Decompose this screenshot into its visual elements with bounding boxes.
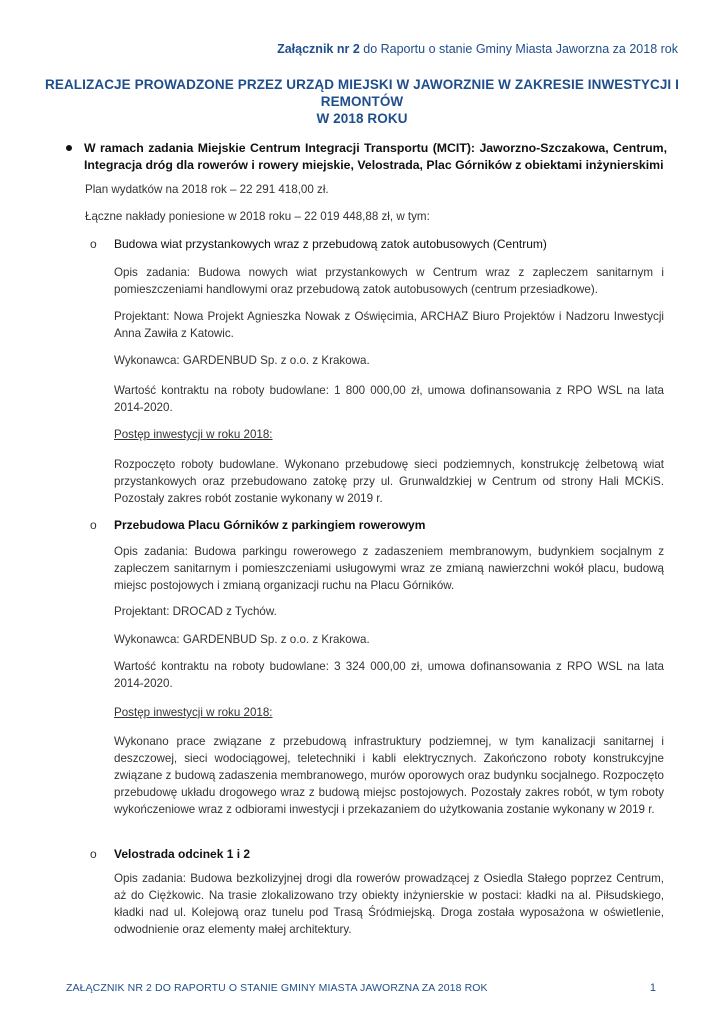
sub-bullet-marker: o [90,847,97,861]
item-progress-label: Postęp inwestycji w roku 2018: [114,428,273,441]
item-contract-value: Wartość kontraktu na roboty budowlane: 3 324 000,00 zł, umowa dofinansowania z RPO WSL na lata 2014-2020. [114,660,664,690]
sub-bullet-marker: o [90,518,97,532]
page-header [277,42,678,56]
plan-text: Plan wydatków na 2018 rok – 22 291 418,00 zł. [85,183,329,196]
item-description: Opis zadania: Budowa bezkolizyjnej drogi dla rowerów prowadzącej z Osiedla Stałego poprzez Centrum, aż do Ciężkowic. Na trasie zlokalizowano trzy obiekty inżynierskie w postaci: kładki na al. Piłsudskiego, kładki nad ul. Kolejową oraz tunelu pod Trasą Śródmiejską. Droga została wyposażona w oświetlenie, odwodnienie oraz elementy małej architektury. [114,872,664,936]
title-line-2: W 2018 ROKU [316,111,408,126]
item-contract-value: Wartość kontraktu na roboty budowlane: 1 800 000,00 zł, umowa dofinansowania z RPO WSL na lata 2014-2020. [114,384,664,414]
item-progress: Wykonano prace związane z przebudową infrastruktury podziemnej, w tym kanalizacji sanitarnej i deszczowej, sieci wodociągowej, teletechniki i kabli elektrycznych. Zakończono roboty konstrukcyjne związane z budową zadaszenia membranowego, murów oporowych oraz budynku socjalnego. Rozpoczęto przebudowę układu drogowego wraz z budową miejsc postojowych. Pozostały zakres robót, w tym roboty wykończeniowe wraz z odbiorami inwestycji i przekazaniem do użytkowania zostanie wykonany w 2019 r. [114,735,664,816]
page-footer: ZAŁĄCZNIK NR 2 DO RAPORTU O STANIE GMINY MIASTA JAWORZNA ZA 2018 ROK [66,982,488,994]
sub-bullet-marker: o [90,237,97,251]
item-contractor: Wykonawca: GARDENBUD Sp. z o.o. z Krakowa. [114,354,370,367]
main-bullet-text: W ramach zadania Miejskie Centrum Integracji Transportu (MCIT): Jaworzno-Szczakowa, Centrum, Integracja dróg dla rowerów i rowery miejskie, Velostrada, Plac Górników z obiektami inżynierskimi [84,141,667,172]
title-line-1: REALIZACJE PROWADZONE PRZEZ URZĄD MIEJSKI W JAWORZNIE W ZAKRESIE INWESTYCJI I REMONTÓW [45,77,679,109]
item-description: Opis zadania: Budowa nowych wiat przystankowych w Centrum wraz z zapleczem sanitarnym i pomieszczeniami handlowymi oraz przebudową zatok autobusowych (centrum przesiadkowe). [114,266,664,296]
bullet-dot-icon [66,145,72,151]
item-designer: Projektant: DROCAD z Tychów. [114,605,277,618]
item-progress-label: Postęp inwestycji w roku 2018: [114,706,273,719]
header-annex-label: Załącznik nr 2 [277,42,360,56]
item-heading: Przebudowa Placu Górników z parkingiem rowerowym [114,518,426,532]
item-progress: Rozpoczęto roboty budowlane. Wykonano przebudowę sieci podziemnych, konstrukcję żelbetową wiat przystankowych oraz przebudowano zatokę przy ul. Grunwaldzkiej w Centrum od strony Hali MCKiS. Pozostały zakres robót zostanie wykonany w 2019 r. [114,458,664,505]
item-heading: Velostrada odcinek 1 i 2 [114,847,251,861]
document-title [40,76,684,127]
item-heading: Budowa wiat przystankowych wraz z przebudową zatok autobusowych (Centrum) [114,237,547,251]
item-description: Opis zadania: Budowa parkingu rowerowego z zadaszeniem membranowym, budynkiem socjalnym z zapleczem sanitarnym i pomieszczeniami usługowymi wraz ze zmianą nawierzchni wokół placu, budową miejsc postojowych i zmianą organizacji ruchu na Placu Górników. [114,545,664,592]
page-number: 1 [649,982,656,994]
total-text: Łączne nakłady poniesione w 2018 roku – 22 019 448,88 zł, w tym: [85,210,430,223]
item-contractor: Wykonawca: GARDENBUD Sp. z o.o. z Krakowa. [114,633,370,646]
header-annex-rest: do Raportu o stanie Gminy Miasta Jaworzna za 2018 rok [359,42,678,56]
item-designer: Projektant: Nowa Projekt Agnieszka Nowak z Oświęcimia, ARCHAZ Biuro Projektów i Nadzoru Inwestycji Anna Zawiła z Katowic. [114,310,664,340]
